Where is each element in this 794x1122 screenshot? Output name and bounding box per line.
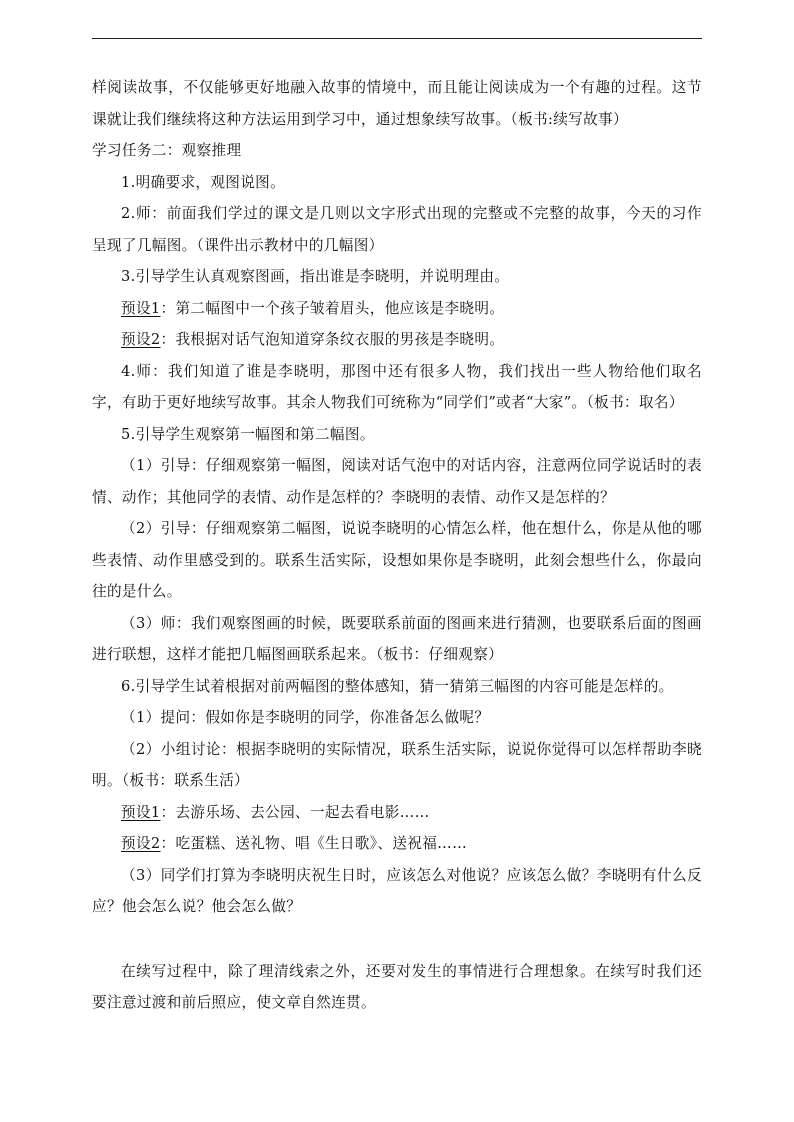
preset-label: 预设1 (121, 803, 161, 821)
step-5-sub-3: （3）师：我们观察图画的时候，既要联系前面的图画来进行猜测，也要联系后面的图画进行联想，这样才能把几幅图画联系起来。（板书：仔细观察） (92, 614, 702, 663)
step-5: 5.引导学生观察第一幅图和第二幅图。 (121, 425, 375, 443)
step-3: 3.引导学生认真观察图画，指出谁是李晓明，并说明理由。 (121, 268, 510, 285)
document-body (92, 72, 702, 1019)
preset-label: 预设2 (121, 331, 161, 348)
preset-a2 (92, 324, 702, 356)
step-6-sub-2: （2）小组讨论：根据李晓明的实际情况，联系生活实际，说说你觉得可以怎样帮助李晓明。（板书：联系生活） (92, 740, 702, 789)
preset-text: ：吃蛋糕、送礼物、唱《生日歌》、送祝福…… (160, 835, 468, 852)
preset-text: ：去游乐场、去公园、一起去看电影…… (160, 803, 430, 821)
preset-text: ：第二幅图中一个孩子皱着眉头，他应该是李晓明。 (160, 299, 505, 317)
header-rule (92, 38, 702, 39)
step-2: 2.师：前面我们学过的课文是几则以文字形式出现的完整或不完整的故事，今天的习作呈现了几幅图。（课件出示教材中的几幅图） (92, 205, 702, 254)
step-4: 4.师：我们知道了谁是李晓明，那图中还有很多人物，我们找出一些人物给他们取名字，有助于更好地续写故事。其余人物我们可统称为“同学们”或者“大家”。（板书：取名） (92, 362, 702, 411)
step-6: 6.引导学生试着根据对前两幅图的整体感知，猜一猜第三幅图的内容可能是怎样的。 (121, 677, 674, 695)
paragraph-spacer (92, 923, 702, 954)
preset-b2 (92, 828, 702, 860)
preset-b1 (92, 797, 702, 829)
step-1: 1.明确要求，观图说图。 (121, 173, 286, 191)
step-5-sub-2: （2）引导：仔细观察第二幅图，说说李晓明的心情怎么样，他在想什么，你是从他的哪些表情、动作里感受到的。联系生活实际，设想如果你是李晓明，此刻会想些什么，你最向往的是什么。 (92, 520, 702, 600)
preset-a1 (92, 293, 702, 325)
step-6-sub-1: （1）提问：假如你是李晓明的同学，你准备怎么做呢？ (121, 709, 490, 726)
step-6-sub-3: （3）同学们打算为李晓明庆祝生日时，应该怎么对他说？应该怎么做？李晓明有什么反应？他会怎么说？他会怎么做？ (92, 866, 702, 915)
preset-text: ：我根据对话气泡知道穿条纹衣服的男孩是李晓明。 (160, 331, 505, 348)
paragraph-summary: 在续写过程中，除了理清线索之外，还要对发生的事情进行合理想象。在续写时我们还要注意过渡和前后照应，使文章自然连贯。 (92, 962, 702, 1011)
paragraph-intro: 样阅读故事，不仅能够更好地融入故事的情境中，而且能让阅读成为一个有趣的过程。这节课就让我们继续将这种方法运用到学习中，通过想象续写故事。（板书:续写故事） (92, 79, 702, 128)
step-5-sub-1: （1）引导：仔细观察第一幅图，阅读对话气泡中的对话内容，注意两位同学说话时的表情、动作；其他同学的表情、动作是怎样的？李晓明的表情、动作又是怎样的？ (92, 457, 702, 506)
preset-label: 预设2 (121, 835, 161, 852)
section-heading: 学习任务二：观察推理 (92, 142, 242, 159)
preset-label: 预设1 (121, 299, 161, 317)
